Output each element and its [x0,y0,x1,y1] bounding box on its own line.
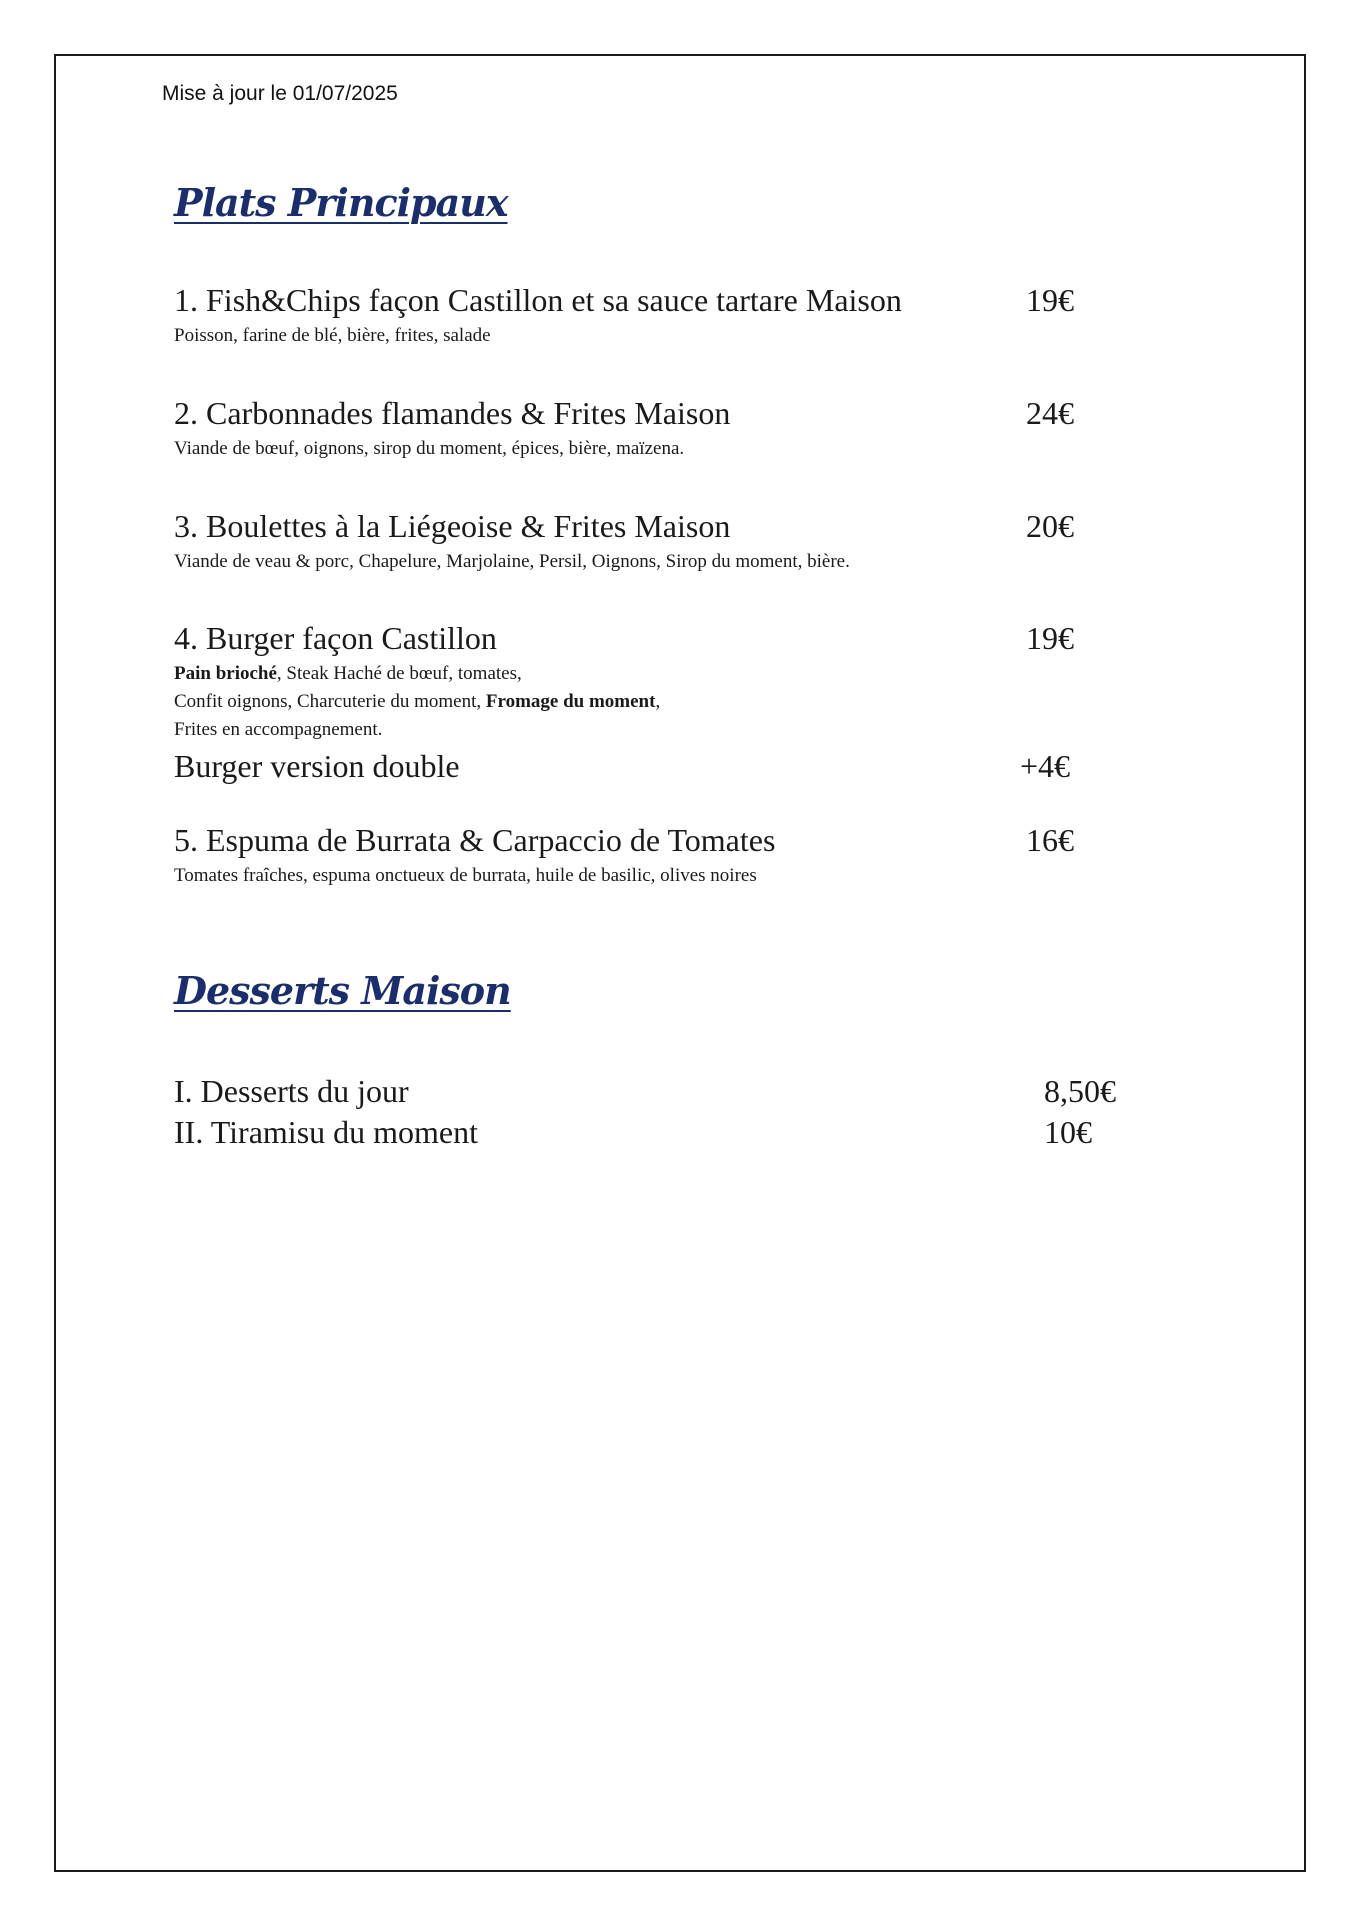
menu-item-description-line [174,660,1124,688]
menu-item-price: 19€ [1026,282,1074,318]
menu-item-name: 4. Burger façon Castillon [174,620,497,656]
ingredient-text: , Steak Haché de bœuf, tomates, [276,663,522,684]
menu-item-name: 5. Espuma de Burrata & Carpaccio de Tomates [174,822,776,858]
ingredient-text: , [655,691,661,712]
dessert-price: 10€ [1044,1114,1092,1150]
dessert-name: I. Desserts du jour [174,1073,409,1109]
menu-item [174,620,1124,744]
bold-ingredient: Pain brioché [174,663,277,684]
dessert-price: 8,50€ [1044,1073,1116,1109]
update-date-note: Mise à jour le 01/07/2025 [162,82,398,105]
menu-item [174,282,1124,350]
menu-item-description: Tomates fraîches, espuma onctueux de burrata, huile de basilic, olives noires [174,865,757,886]
dessert-name: II. Tiramisu du moment [174,1114,479,1150]
menu-item [174,395,1124,463]
menu-item-name: 3. Boulettes à la Liégeoise & Frites Maison [174,508,731,544]
menu-item-price: +4€ [1020,748,1071,784]
menu-item-name: 1. Fish&Chips façon Castillon et sa sauce tartare Maison [174,282,902,318]
menu-item-name: 2. Carbonnades flamandes & Frites Maison [174,395,731,431]
menu-item-description-line [174,688,1124,716]
dessert-item [174,1073,1124,1113]
menu-item [174,822,1124,890]
bold-ingredient: Fromage du moment [485,691,656,712]
menu-item-price: 20€ [1026,508,1074,544]
menu-item-description: Poisson, farine de blé, bière, frites, salade [174,325,491,346]
menu-item-description: Viande de bœuf, oignons, sirop du moment, épices, bière, maïzena. [174,438,685,459]
section-title-desserts-maison: Desserts Maison [174,968,511,1013]
menu-item [174,508,1124,576]
dessert-item [174,1114,1124,1154]
menu-item-price: 16€ [1026,822,1074,858]
section-title-plats-principaux: Plats Principaux [174,180,508,225]
menu-item-price: 24€ [1026,395,1074,431]
menu-item-price: 19€ [1026,620,1074,656]
menu-item-description: Viande de veau & porc, Chapelure, Marjolaine, Persil, Oignons, Sirop du moment, bière. [174,551,850,572]
menu-item-description-line: Frites en accompagnement. [174,719,383,740]
menu-item-option [174,748,1124,788]
menu-item-name: Burger version double [174,748,460,784]
ingredient-text: Confit oignons, Charcuterie du moment, [174,691,486,712]
